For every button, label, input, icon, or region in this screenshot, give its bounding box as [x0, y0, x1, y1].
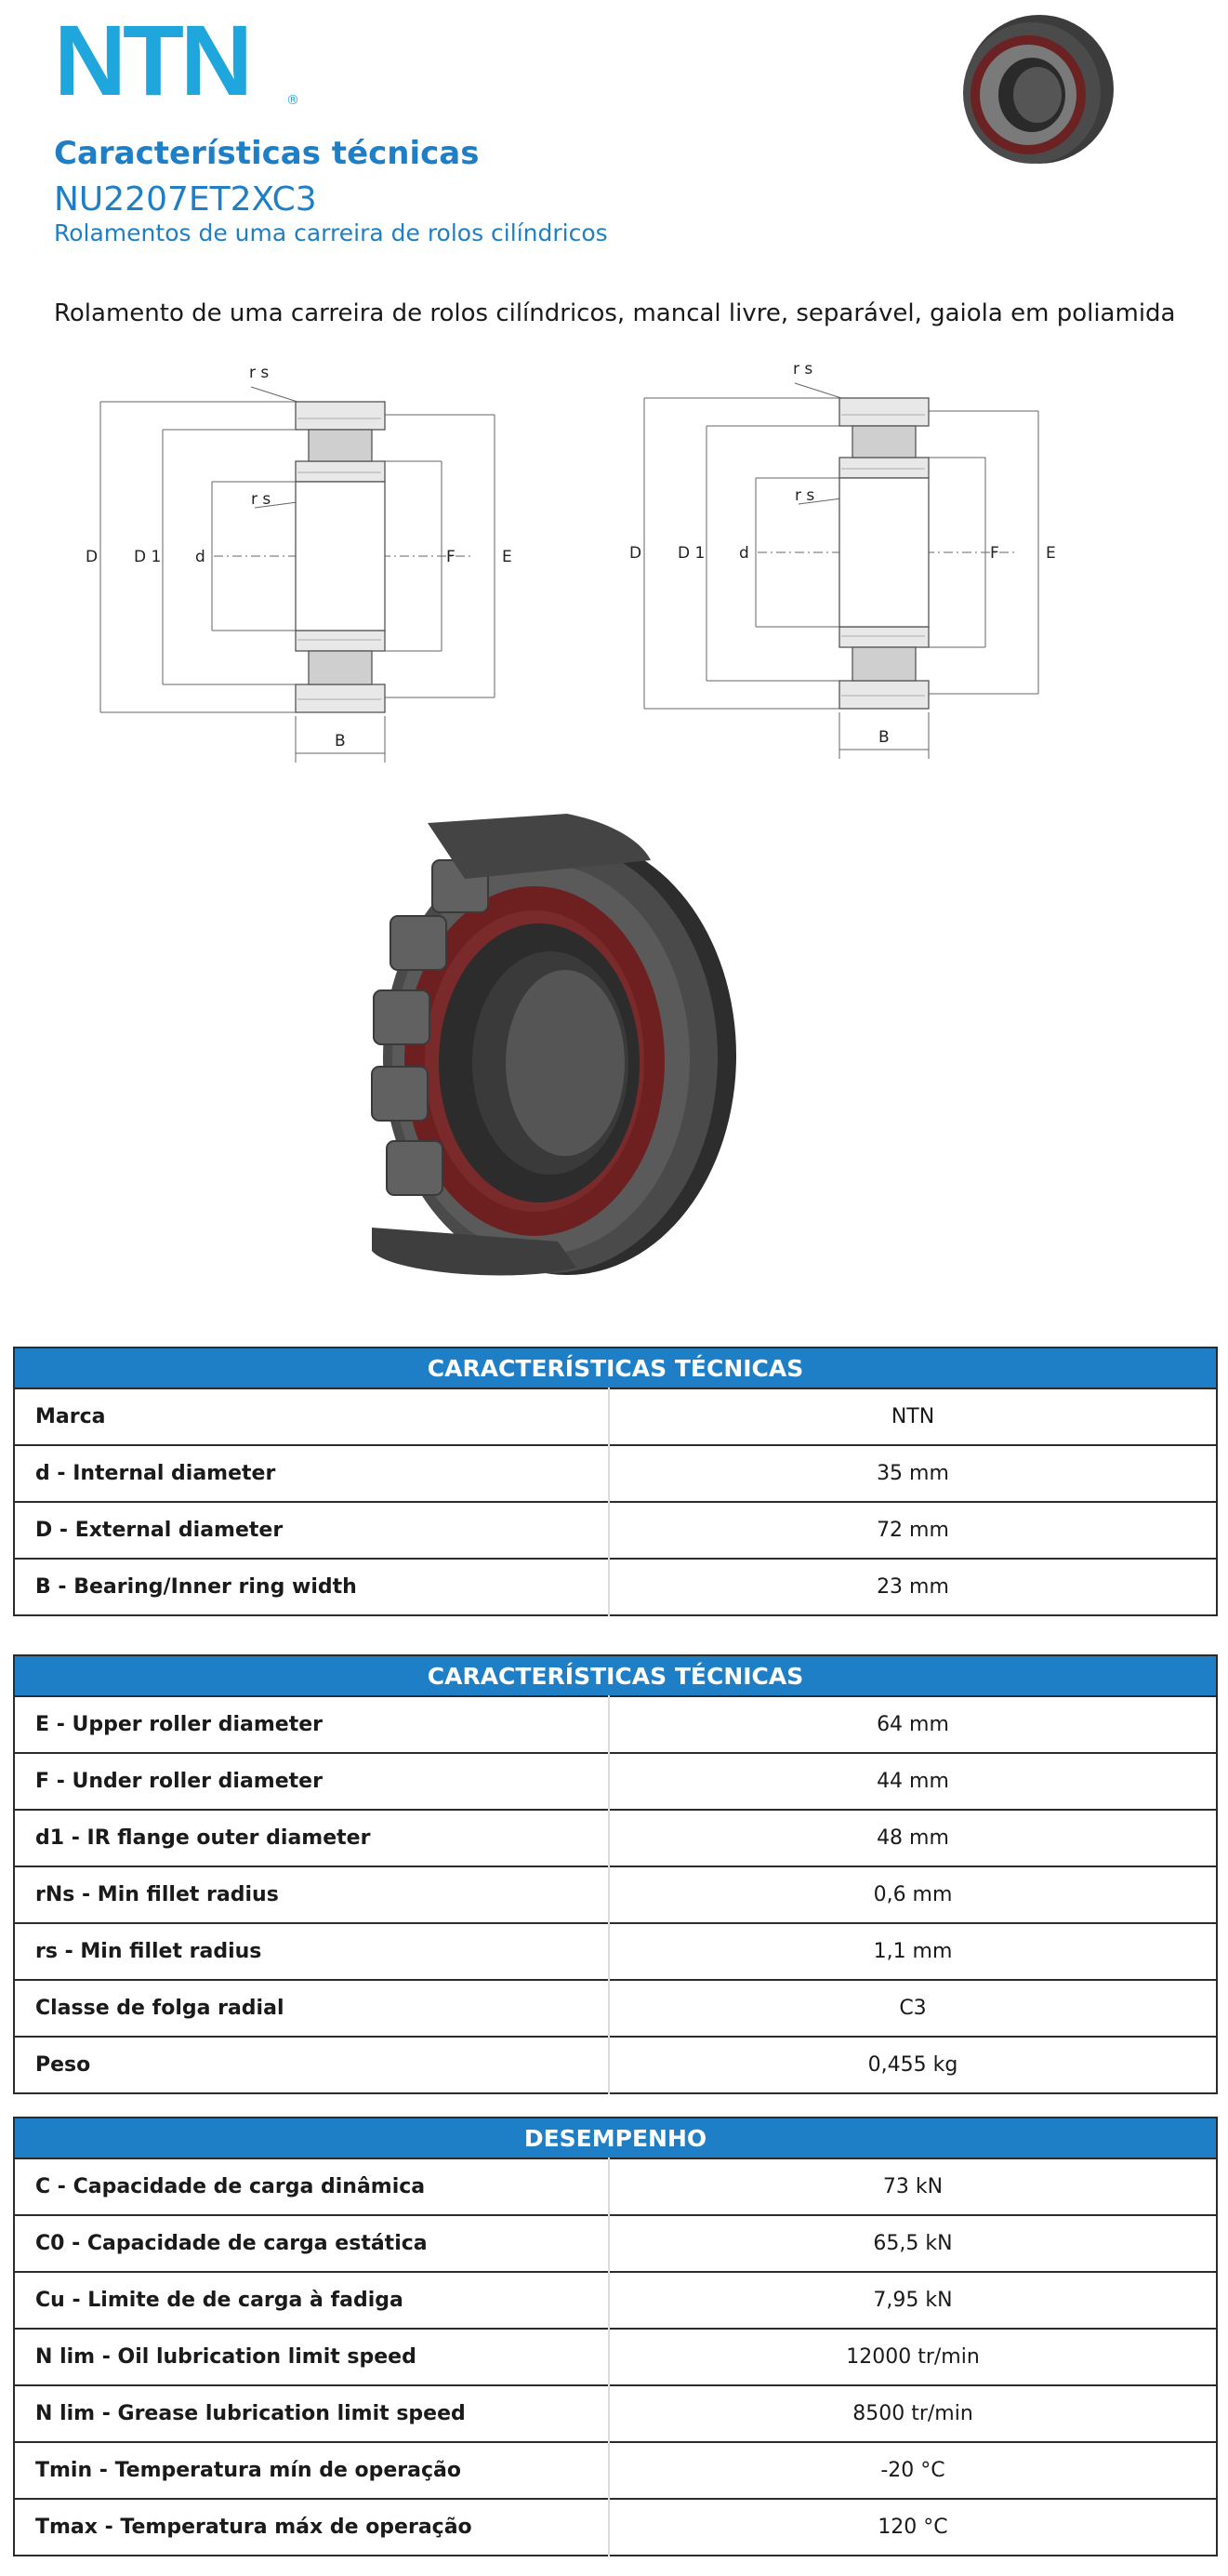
row-value: 12000 tr/min: [609, 2329, 1217, 2385]
row-value: 65,5 kN: [609, 2215, 1217, 2272]
row-value: NTN: [609, 1388, 1217, 1445]
row-label: Cu - Limite de de carga à fadiga: [14, 2272, 609, 2329]
row-label: Peso: [14, 2037, 609, 2093]
table-row: [14, 2329, 1217, 2385]
table-row: [14, 1388, 1217, 1445]
row-label: B - Bearing/Inner ring width: [14, 1559, 609, 1615]
row-label: C0 - Capacidade de carga estática: [14, 2215, 609, 2272]
table-row: [14, 1559, 1217, 1615]
table-header: DESEMPENHO: [14, 2118, 1217, 2158]
table-row: [14, 1502, 1217, 1559]
technical-characteristics-table-1: [13, 1347, 1218, 1616]
row-label: D - External diameter: [14, 1502, 609, 1559]
label-D1: D 1: [134, 548, 162, 566]
row-value: 48 mm: [609, 1810, 1217, 1866]
row-value: 0,455 kg: [609, 2037, 1217, 2093]
row-value: 7,95 kN: [609, 2272, 1217, 2329]
label-B: B: [878, 728, 890, 747]
row-value: 73 kN: [609, 2158, 1217, 2215]
table-row: [14, 1923, 1217, 1980]
table-row: [14, 2158, 1217, 2215]
row-label: N lim - Oil lubrication limit speed: [14, 2329, 609, 2385]
table-row: [14, 1980, 1217, 2037]
label-E: E: [1046, 544, 1056, 563]
label-d: d: [195, 548, 205, 566]
row-label: rs - Min fillet radius: [14, 1923, 609, 1980]
row-label: rNs - Min fillet radius: [14, 1866, 609, 1923]
ntn-logo: [54, 19, 305, 112]
product-category: Rolamentos de uma carreira de rolos cilíndricos: [54, 219, 608, 246]
row-value: -20 °C: [609, 2442, 1217, 2499]
label-rs-top: r s: [249, 364, 270, 382]
label-d: d: [739, 544, 749, 563]
table-row: [14, 1753, 1217, 1810]
dimension-diagram-right: [618, 344, 1139, 772]
row-value: 23 mm: [609, 1559, 1217, 1615]
row-label: E - Upper roller diameter: [14, 1696, 609, 1753]
row-label: Tmax - Temperatura máx de operação: [14, 2499, 609, 2556]
row-value: 0,6 mm: [609, 1866, 1217, 1923]
row-label: d - Internal diameter: [14, 1445, 609, 1502]
table-row: [14, 2215, 1217, 2272]
table-row: [14, 1810, 1217, 1866]
label-rs-inner: r s: [795, 486, 815, 505]
row-value: 72 mm: [609, 1502, 1217, 1559]
bearing-3d-image: [335, 804, 744, 1288]
label-D: D: [629, 544, 642, 563]
table-row: [14, 1445, 1217, 1502]
row-label: Tmin - Temperatura mín de operação: [14, 2442, 609, 2499]
table-row: [14, 1696, 1217, 1753]
row-value: 44 mm: [609, 1753, 1217, 1810]
table-header: CARACTERÍSTICAS TÉCNICAS: [14, 1655, 1217, 1696]
performance-table: [13, 2117, 1218, 2556]
label-rs-top: r s: [793, 360, 813, 378]
label-B: B: [335, 732, 346, 750]
row-label: Marca: [14, 1388, 609, 1445]
row-value: 64 mm: [609, 1696, 1217, 1753]
label-D: D: [86, 548, 99, 566]
table-row: [14, 1866, 1217, 1923]
row-value: 1,1 mm: [609, 1923, 1217, 1980]
table-row: [14, 2385, 1217, 2442]
row-label: F - Under roller diameter: [14, 1753, 609, 1810]
row-value: 8500 tr/min: [609, 2385, 1217, 2442]
model-number: NU2207ET2XC3: [54, 180, 317, 219]
table-row: [14, 2442, 1217, 2499]
row-value: 35 mm: [609, 1445, 1217, 1502]
row-label: Classe de folga radial: [14, 1980, 609, 2037]
table-header: CARACTERÍSTICAS TÉCNICAS: [14, 1348, 1217, 1388]
dimension-diagram-left: [74, 344, 595, 772]
table-row: [14, 2272, 1217, 2329]
table-row: [14, 2499, 1217, 2556]
label-D1: D 1: [678, 544, 706, 563]
row-value: 120 °C: [609, 2499, 1217, 2556]
row-label: d1 - IR flange outer diameter: [14, 1810, 609, 1866]
label-F: F: [446, 548, 456, 566]
product-description: Rolamento de uma carreira de rolos cilíndricos, mancal livre, separável, gaiola em poliamida: [54, 299, 1176, 327]
row-value: C3: [609, 1980, 1217, 2037]
label-F: F: [990, 544, 999, 563]
technical-characteristics-table-2: [13, 1654, 1218, 2094]
page-title: Características técnicas: [54, 135, 480, 172]
svg-text:NTN: NTN: [54, 19, 249, 112]
svg-text:®: ®: [286, 93, 299, 108]
bearing-thumbnail-image: [946, 4, 1123, 171]
label-E: E: [502, 548, 512, 566]
table-row: [14, 2037, 1217, 2093]
row-label: C - Capacidade de carga dinâmica: [14, 2158, 609, 2215]
row-label: N lim - Grease lubrication limit speed: [14, 2385, 609, 2442]
label-rs-inner: r s: [251, 490, 271, 509]
